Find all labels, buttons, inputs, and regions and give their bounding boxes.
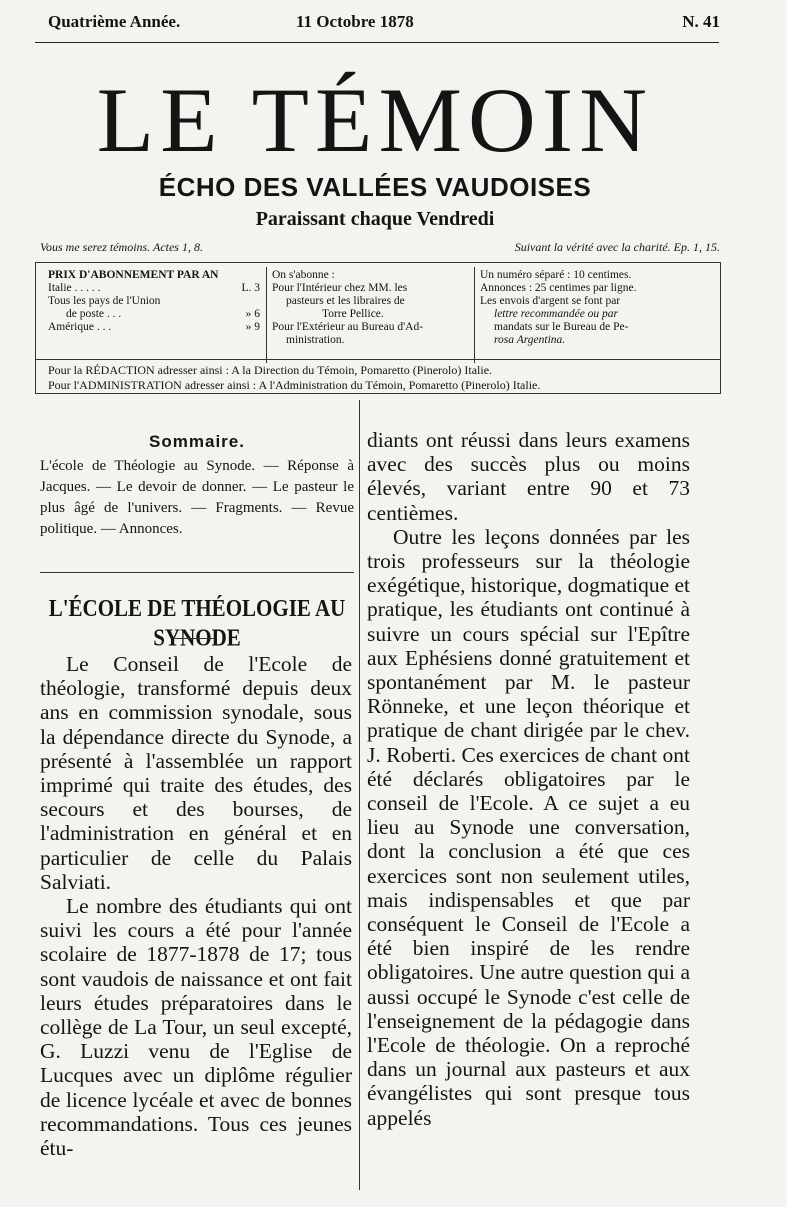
masthead-subtitle: ÉCHO DES VALLÉES VAUDOISES — [158, 172, 592, 202]
issue-date: 11 Octobre 1878 — [296, 12, 414, 31]
price-row: Italie . . . . . L. 3 — [48, 282, 260, 294]
header-rule — [35, 42, 719, 43]
redaction-address: Pour la RÉDACTION adresser ainsi : A la Direction du Témoin, Pomaretto (Pinerolo) Italie. — [48, 363, 493, 377]
masthead-title: LE TÉMOIN — [96, 69, 654, 171]
motto-left: Vous me serez témoins. Actes 1, 8. — [40, 240, 203, 254]
subscription-box — [35, 262, 721, 394]
column-divider — [359, 400, 360, 1190]
motto-right: Suivant la vérité avec la charité. Ep. 1, 15. — [514, 240, 720, 254]
paragraph: Outre les leçons données par les trois professeurs sur la théologie exégétique, historique, dogmatique et pratique, les étudiants ont continué à suivre un cours spécial sur l'Epître aux Ephésiens donné gratuitement et spontanément par M. le pasteur Rönneke, et une leçon théorique et pratique de chant dirigée par le chev. J. Roberti. Ces exercices de chant ont été déclarés obligatoires par le conseil de l'Ecole. A ce sujet a eu lieu au Synode une conversation, dont la conclusion a été que ces exercices sont non seulement utiles, mais indispensables et que par conséquent le Conseil de l'Ecole a été bien inspiré de les rendre obligatoires. Une autre question qui a aussi occupé le Synode c'est celle de l'enseignement de la pédagogie dans l'Ecole de théologie. On a reproché dans un journal aux pasteurs et aux évangélistes qui sont presque tous appelés — [367, 524, 691, 1130]
subscription-title: PRIX D'ABONNEMENT PAR AN — [48, 269, 219, 281]
summary-text: L'école de Théologie au Synode. — Réponse à Jacques. — Le devoir de donner. — Le pasteur le plus âgé de l'univers. — Fragments. — Revue politique. — Annonces. — [40, 458, 354, 537]
box-divider — [474, 267, 475, 363]
price-row: Tous les pays de l'Union — [48, 295, 161, 307]
issue-number: N. 41 — [682, 12, 720, 31]
subscription-extras: Un numéro séparé : 10 centimes. Annonces : 25 centimes par ligne. Les envois d'argent se font par lettre recommandée ou par mandats sur le Bureau de Pe- rosa Argentina. — [480, 269, 637, 346]
periodicity: Paraissant chaque Vendredi — [255, 208, 495, 230]
price-row: Amérique . . . » 9 — [48, 321, 260, 333]
issue-info-line — [38, 12, 720, 38]
article-right-column — [367, 428, 690, 1130]
subscription-prices — [48, 269, 260, 334]
year-label: Quatrième Année. — [48, 12, 181, 31]
paragraph: Le nombre des étudiants qui ont suivi les cours a été pour l'année scolaire de 1877-1878 de 17; tous sont vaudois de naissance et ont fait leurs études préparatoires dans le collège de La Tour, un seul excepté, G. Luzzi venu de l'Eglise de Lucques avec un diplôme régulier de licence lycéale et avec de bonnes recommandations. Tous ces jeunes étu- — [40, 894, 352, 1161]
price-row: de poste . . . » 6 — [66, 308, 260, 320]
paragraph: Le Conseil de l'Ecole de théologie, transformé depuis deux ans en commission synodale, sous la dépendance directe du Synode, a présenté à l'assemblée un rapport imprimé qui traite des études, des secours et des bourses, de l'administration en général et en particulier de celle du Palais Salviati. — [40, 652, 352, 894]
box-divider — [266, 267, 267, 363]
section-rule — [40, 572, 354, 573]
summary-heading: Sommaire. — [149, 432, 245, 451]
paragraph: diants ont réussi dans leurs examens avec des succès plus ou moins élevés, variant entre 90 et 73 centièmes. — [367, 428, 690, 525]
administration-address: Pour l'ADMINISTRATION adresser ainsi : A l'Administration du Témoin, Pomaretto (Pinerolo) Italie. — [48, 378, 541, 392]
title-ornament — [175, 638, 215, 639]
article-left-column — [40, 652, 352, 1160]
subscription-where: On s'abonne : Pour l'Intérieur chez MM. les pasteurs et les libraires de Torre Pellice. Pour l'Extérieur au Bureau d'Ad- ministration. — [272, 269, 424, 346]
article-title: L'ÉCOLE DE THÉOLOGIE AU SYNODE — [48, 593, 346, 652]
